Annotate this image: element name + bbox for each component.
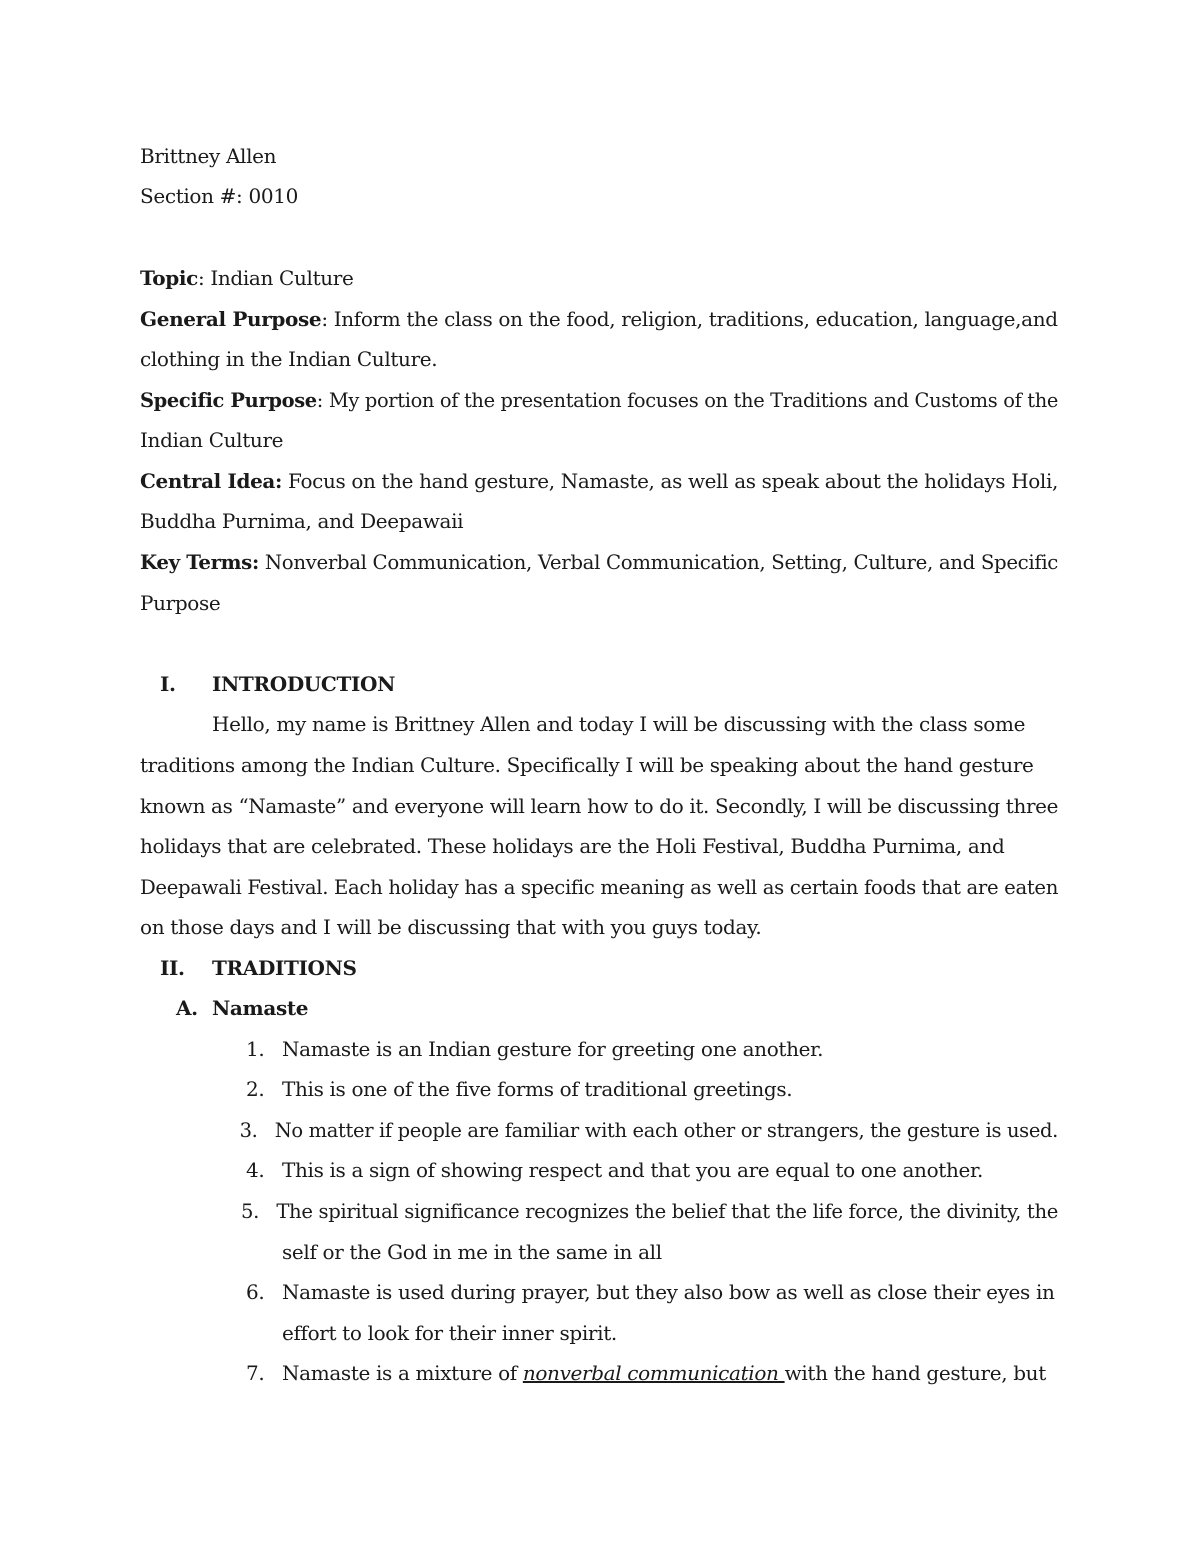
list-item-number: 6. [246,1280,265,1304]
list-item-number: 4. [246,1158,265,1182]
topic-label: Topic [140,266,198,290]
list-item-number: 2. [246,1077,265,1101]
topic-value: : Indian Culture [197,266,354,290]
general-purpose-continuation: clothing in the Indian Culture. [140,347,438,371]
intro-paragraph-line: Deepawali Festival. Each holiday has a specific meaning as well as certain foods that are eaten [140,875,1059,899]
central-idea-continuation: Buddha Purnima, and Deepawaii [140,509,464,533]
central-idea-label: Central Idea: [140,469,283,493]
underlined-key-term: nonverbal communication [522,1361,785,1385]
list-item-text: No matter if people are familiar with each other or strangers, the gesture is used. [274,1118,1059,1142]
list-item-number: 7. [246,1361,265,1385]
list-item-text: This is a sign of showing respect and that you are equal to one another. [282,1158,984,1182]
specific-purpose-value: : My portion of the presentation focuses on the Traditions and Customs of the [316,388,1059,412]
list-item-text: Namaste is an Indian gesture for greeting one another. [282,1037,824,1061]
list-item-text-before: Namaste is a mixture of [282,1361,523,1385]
intro-paragraph-line: traditions among the Indian Culture. Specifically I will be speaking about the hand gesture [140,753,1034,777]
list-item-text-after: with the hand gesture, but [784,1361,1046,1385]
general-purpose-line [140,305,1058,333]
section-numeral: I. [160,672,176,696]
list-item-text: Namaste is used during prayer, but they also bow as well as close their eyes in [282,1280,1055,1304]
intro-paragraph-line: on those days and I will be discussing that with you guys today. [140,915,762,939]
section-title: TRADITIONS [212,956,357,980]
list-item-number: 5. [241,1199,260,1223]
intro-paragraph-line: holidays that are celebrated. These holidays are the Holi Festival, Buddha Purnima, and [140,834,1005,858]
list-item-text: self or the God in me in the same in all [282,1240,662,1264]
central-idea-value: Focus on the hand gesture, Namaste, as well as speak about the holidays Holi, [282,469,1058,493]
key-terms-line [140,548,1058,576]
list-item-number: 1. [246,1037,265,1061]
intro-paragraph-line: Hello, my name is Brittney Allen and today I will be discussing with the class some [212,712,1026,736]
list-item-text: effort to look for their inner spirit. [282,1321,617,1345]
specific-purpose-label: Specific Purpose [140,388,317,412]
key-terms-value: Nonverbal Communication, Verbal Communication, Setting, Culture, and Specific [258,550,1059,574]
author-name: Brittney Allen [140,144,277,168]
section-number: Section #: 0010 [140,184,298,208]
central-idea-line [140,467,1058,495]
list-item-text [282,1359,1046,1387]
general-purpose-value: : Inform the class on the food, religion, traditions, education, language,and [321,307,1058,331]
section-numeral: II. [160,956,185,980]
topic-line [140,264,354,292]
list-item-number: 3. [239,1118,258,1142]
key-terms-label: Key Terms: [140,550,259,574]
section-title: INTRODUCTION [212,672,396,696]
list-item-text: This is one of the five forms of traditional greetings. [282,1077,793,1101]
subsection-letter: A. [176,996,198,1020]
key-terms-continuation: Purpose [140,591,221,615]
specific-purpose-continuation: Indian Culture [140,428,284,452]
list-item-text: The spiritual significance recognizes the belief that the life force, the divinity, the [276,1199,1059,1223]
general-purpose-label: General Purpose [140,307,322,331]
specific-purpose-line [140,386,1058,414]
subsection-title: Namaste [212,996,309,1020]
intro-paragraph-line: known as “Namaste” and everyone will learn how to do it. Secondly, I will be discussing three [140,794,1059,818]
